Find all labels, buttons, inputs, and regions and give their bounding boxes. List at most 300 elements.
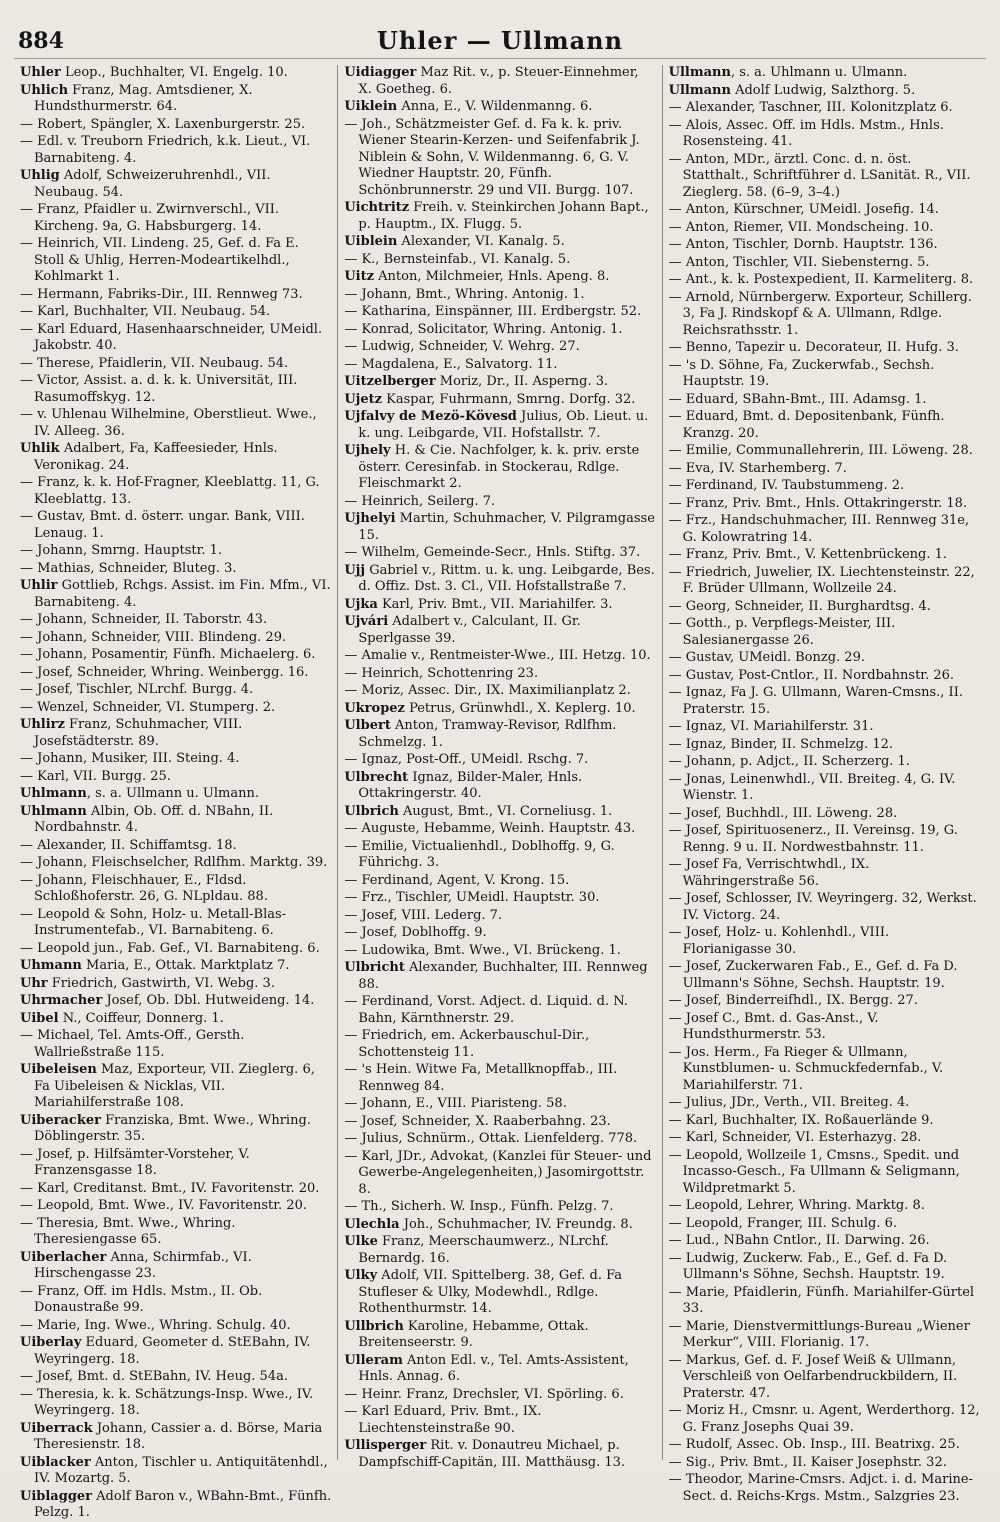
directory-entry (20, 1250, 331, 1283)
entry-details: — Josef, Buchhdl., III. Löweng. 28. (668, 805, 898, 821)
directory-entry (669, 152, 980, 202)
entry-details: Anton, Tischler u. Antiquitätenhdl., IV. Mozartg. 5. (34, 1454, 328, 1486)
entry-details: — Friedrich, em. Ackerbauschul-Dir., Schottensteig 11. (344, 1028, 590, 1060)
entry-details: — Heinrich, Seilerg. 7. (344, 493, 496, 509)
entry-details: — Marie, Dienstvermittlungs-Bureau „Wiener Merkur“, VIII. Florianig. 17. (668, 1318, 970, 1350)
entry-details: — Sig., Priv. Bmt., II. Kaiser Josephstr. 32. (668, 1454, 947, 1470)
directory-entry (20, 1028, 331, 1061)
entry-details: August, Bmt., VI. Corneliusg. 1. (398, 803, 613, 819)
entry-details: — K., Bernsteinfab., VI. Kanalg. 5. (344, 251, 571, 267)
entry-details: — Auguste, Hebamme, Weinh. Hauptstr. 43. (344, 821, 636, 836)
directory-entry (20, 700, 331, 717)
entry-details: — Lud., NBahn Cntlor., II. Darwing. 26. (668, 1233, 930, 1248)
directory-entry (669, 118, 980, 151)
directory-entry (669, 685, 980, 718)
directory-entry (669, 392, 980, 409)
entry-surname: Uhlik (20, 441, 60, 456)
directory-entry (344, 994, 655, 1027)
directory-entry (344, 683, 655, 700)
directory-entry (669, 1148, 980, 1198)
directory-entry (344, 409, 655, 442)
directory-entry (669, 719, 980, 736)
directory-entry (669, 272, 980, 289)
column-middle (337, 65, 661, 1470)
entry-details: — Ignaz, Fa J. G. Ullmann, Waren-Cmsns., II. Praterstr. 15. (668, 685, 963, 717)
entry-details: — Th., Sicherh. W. Insp., Fünfh. Pelzg. 7. (344, 1199, 614, 1214)
directory-entry (669, 1233, 980, 1250)
entry-details: — Alois, Assec. Off. im Hdls. Mstm., Hnls. Rosensteing. 41. (668, 117, 944, 149)
entry-details: — Ignaz, VI. Mariahilferstr. 31. (668, 719, 874, 734)
entry-details: — Karl, Creditanst. Bmt., IV. Favoritenstr. 20. (20, 1180, 320, 1196)
directory-entry (669, 668, 980, 685)
directory-entry (669, 496, 980, 513)
entry-details: — Leopold, Bmt. Wwe., IV. Favoritenstr. 20. (20, 1198, 307, 1213)
directory-entry (20, 117, 331, 134)
entry-details: — Ludwig, Schneider, V. Wehrg. 27. (344, 339, 580, 354)
directory-entry (344, 666, 655, 683)
entry-details: Adolf, Schweizeruhrenhdl., VII. Neubaug. 54. (34, 168, 271, 200)
page-number: 884 (18, 28, 64, 54)
directory-entry (344, 701, 655, 718)
entry-surname: Ujj (344, 562, 366, 578)
directory-entry (669, 1011, 980, 1044)
entry-surname: Uhlir (20, 578, 58, 593)
entry-details: — Leopold jun., Fab. Gef., VI. Barnabiteng. 6. (20, 940, 320, 956)
directory-entry (20, 322, 331, 355)
directory-entry (20, 804, 331, 837)
entry-details: — Karl, Schneider, VI. Esterhazyg. 28. (668, 1130, 922, 1145)
entry-details: — Gustav, Bmt. d. österr. ungar. Bank, VIII. Lenaug. 1. (20, 509, 305, 541)
directory-entry (344, 1353, 655, 1386)
directory-entry (20, 1489, 331, 1522)
entry-details: — Anton, Tischler, Dornb. Hauptstr. 136. (668, 237, 938, 252)
entry-details: Anna, E., V. Wildenmanng. 6. (397, 99, 593, 114)
entry-details: — Karl, JDr., Advokat, (Kanzlei für Steuer- und Gewerbe-Angelegenheiten,) Jasomirgottstr. 8. (344, 1148, 652, 1197)
entry-details: Anton Edl. v., Tel. Amts-Assistent, Hnls. Annag. 6. (358, 1352, 629, 1384)
directory-entry (344, 1234, 655, 1267)
entry-details: — Leopold & Sohn, Holz- u. Metall-Blas-Instrumentefab., VI. Barnabiteng. 6. (20, 906, 287, 938)
entry-surname: Ulke (344, 1234, 378, 1249)
entry-details: — Arnold, Nürnbergerw. Exporteur, Schillerg. 3, Fa J. Rindskopf & A. Ullmann, Rdlge. Reichsrathsstr. 1. (668, 289, 972, 338)
directory-entry (344, 1028, 655, 1061)
directory-entry (20, 993, 331, 1010)
entry-details: — Josef, Holz- u. Kohlenhdl., VIII. Florianigasse 30. (668, 925, 890, 957)
entry-details: Gottlieb, Rchgs. Assist. im Fin. Mfm., VI. Barnabiteng. 4. (34, 578, 331, 610)
entry-surname: Uichtritz (344, 200, 410, 215)
entry-details: — Josef, Schneider, X. Raaberbahng. 23. (344, 1113, 611, 1129)
entry-details: Moriz, Dr., II. Asperng. 3. (435, 374, 609, 389)
page-header (14, 22, 986, 59)
directory-entry (669, 1216, 980, 1233)
directory-entry (20, 838, 331, 855)
directory-entry (669, 255, 980, 272)
entry-details: Kaspar, Fuhrmann, Smrng. Dorfg. 32. (382, 391, 636, 407)
directory-entry (20, 1062, 331, 1112)
entry-details: — Josef, Tischler, NLrchf. Burgg. 4. (20, 682, 254, 697)
entry-details: — Benno, Tapezir u. Decorateur, II. Hufg. 3. (668, 340, 959, 355)
entry-details: — Ferdinand, IV. Taubstummeng. 2. (668, 478, 905, 493)
entry-surname: Uiklein (344, 99, 398, 114)
column-right (662, 65, 986, 1504)
entry-details: Alexander, VI. Kanalg. 5. (397, 234, 565, 249)
directory-entry (669, 857, 980, 890)
directory-entry (344, 597, 655, 614)
entry-details: — Johann, Fleischselcher, Rdlfhm. Marktg. 39. (20, 855, 328, 870)
directory-entry (20, 1181, 331, 1198)
directory-entry (669, 1130, 980, 1147)
directory-entry (20, 1284, 331, 1317)
entry-details: Eduard, Geometer d. StEBahn, IV. Weyringerg. 18. (34, 1335, 311, 1367)
directory-entry (20, 1369, 331, 1386)
directory-entry (20, 751, 331, 768)
directory-entry (20, 1113, 331, 1146)
directory-entry (20, 958, 331, 975)
entry-details: — Emilie, Victualienhdl., Doblhoffg. 9, G. Führichg. 3. (344, 838, 615, 870)
entry-surname: Ulbrich (344, 803, 399, 819)
directory-entry (669, 806, 980, 823)
entry-details: — Jonas, Leinenwhdl., VII. Breiteg. 4, G. IV. Wienstr. 1. (668, 771, 956, 803)
directory-entry (669, 1472, 980, 1505)
directory-entry (20, 665, 331, 682)
entry-details: — Leopold, Franger, III. Schulg. 6. (668, 1215, 898, 1231)
entry-details: — Karl Eduard, Priv. Bmt., IX. Liechtensteinstraße 90. (344, 1404, 542, 1436)
directory-entry (344, 873, 655, 890)
entry-details: — Ferdinand, Agent, V. Krong. 15. (344, 872, 570, 888)
directory-entry (669, 83, 980, 100)
directory-entry (669, 565, 980, 598)
entry-details: — Josef C., Bmt. d. Gas-Anst., V. Hundsthurmerstr. 53. (668, 1010, 879, 1042)
entry-details: — Marie, Ing. Wwe., Whring. Schulg. 40. (20, 1317, 291, 1333)
entry-surname: Uhmann (20, 958, 82, 973)
entry-details: Adolf Baron v., WBahn-Bmt., Fünfh. Pelzg. 1. (34, 1488, 332, 1520)
entry-details: — Ignaz, Post-Off., UMeidl. Rschg. 7. (344, 752, 589, 767)
directory-entry (344, 821, 655, 838)
entry-details: — Anton, Riemer, VII. Mondscheing. 10. (668, 219, 934, 235)
entry-details: — Friedrich, Juwelier, IX. Liechtensteinstr. 22, F. Brüder Ullmann, Wollzeile 24. (668, 564, 975, 596)
entry-surname: Uhlmann (20, 803, 87, 819)
directory-entry (344, 839, 655, 872)
entry-surname: Uitzelberger (344, 374, 436, 389)
directory-entry (20, 976, 331, 993)
directory-entry (344, 908, 655, 925)
entry-details: — Gotth., p. Verpflegs-Meister, III. Salesianergasse 26. (668, 616, 896, 648)
entry-details: — Josef, p. Hilfsämter-Vorsteher, V. Franzensgasse 18. (20, 1146, 250, 1178)
entry-details: — Anton, MDr., ärztl. Conc. d. n. öst. Statthalt., Schriftführer d. LSanität. R., VII. Zieglerg. 58. (6–9, 3–4.) (668, 151, 971, 200)
entry-details: — Julius, Schnürm., Ottak. Lienfelderg. 778. (344, 1131, 638, 1146)
entry-surname: Ujhely (344, 443, 391, 458)
directory-entry (669, 1319, 980, 1352)
entry-details: — Ferdinand, Vorst. Adject. d. Liquid. d. N. Bahn, Kärnthnerstr. 29. (344, 994, 628, 1026)
entry-details: — Heinr. Franz, Drechsler, VI. Spörling. 6. (344, 1386, 624, 1402)
entry-details: — Emilie, Communallehrerin, III. Löweng. 28. (668, 443, 973, 458)
directory-entry (344, 1149, 655, 1199)
entry-details: — Karl Eduard, Hasenhaarschneider, UMeidl. Jakobstr. 40. (20, 321, 323, 353)
directory-entry (20, 907, 331, 940)
directory-entry (344, 65, 655, 98)
entry-details: — Josef, Doblhoffg. 9. (344, 925, 487, 940)
entry-details: — Josef, Bmt. d. StEBahn, IV. Heug. 54a. (20, 1369, 288, 1384)
entry-details: Karoline, Hebamme, Ottak. Breitenseerstr. 9. (358, 1318, 589, 1350)
entry-surname: Uhrmacher (20, 993, 103, 1008)
directory-entry (344, 960, 655, 993)
directory-entry (20, 373, 331, 406)
entry-details: — Frz., Tischler, UMeidl. Hauptstr. 30. (344, 890, 600, 905)
directory-entry (344, 374, 655, 391)
entry-details: Ignaz, Bilder-Maler, Hnls. Ottakringerstr. 40. (358, 769, 583, 801)
entry-surname: Ullmann (668, 65, 731, 80)
entry-details: — Theodor, Marine-Cmsrs. Adjct. i. d. Marine-Sect. d. Reichs-Krgs. Mstm., Salzgries 23. (668, 1472, 973, 1504)
directory-entry (344, 494, 655, 511)
entry-details: — Karl, Buchhalter, IX. Roßauerlände 9. (668, 1112, 934, 1128)
entry-details: , s. a. Uhlmann u. Ulmann. (730, 65, 908, 80)
entry-details: — Johann, Posamentir, Fünfh. Michaelerg. 6. (20, 647, 316, 662)
entry-details: — Franz, Pfaidler u. Zwirnverschl., VII. Kircheng. 9a, G. Habsburgerg. 14. (20, 202, 280, 234)
directory-entry (669, 65, 980, 82)
entry-details: — Wilhelm, Gemeinde-Secr., Hnls. Stiftg. 37. (344, 545, 641, 560)
directory-entry (20, 83, 331, 116)
entry-details: — Josef Fa, Verrischtwhdl., IX. Währingerstraße 56. (668, 857, 870, 889)
entry-details: — Franz, Priv. Bmt., V. Kettenbrückeng. 1. (668, 547, 948, 562)
entry-surname: Uiblein (344, 234, 398, 249)
entry-details: Petrus, Grünwhdl., X. Keplerg. 10. (404, 700, 636, 716)
directory-entry (344, 287, 655, 304)
entry-details: Adalbert v., Calculant, II. Gr. Sperlgasse 39. (358, 614, 581, 646)
entry-surname: Ulbert (344, 718, 391, 733)
directory-entry (20, 475, 331, 508)
directory-entry (669, 1095, 980, 1112)
entry-columns (14, 65, 986, 1520)
directory-entry (669, 443, 980, 460)
directory-entry (669, 202, 980, 219)
directory-entry (669, 993, 980, 1010)
entry-details: — Jos. Herm., Fa Rieger & Ullmann, Kunstblumen- u. Schmuckfedernfab., V. Mariahilferstr. 71. (668, 1044, 944, 1093)
entry-surname: Uhler (20, 65, 61, 80)
entry-details: — Edl. v. Treuborn Friedrich, k.k. Lieut., VI. Barnabiteng. 4. (20, 134, 311, 166)
entry-details: — Leopold, Lehrer, Whring. Marktg. 8. (668, 1198, 925, 1213)
entry-surname: Uitz (344, 269, 374, 284)
entry-details: — Franz, Priv. Bmt., Hnls. Ottakringerstr. 18. (668, 495, 968, 511)
directory-entry (669, 754, 980, 771)
directory-entry (20, 304, 331, 321)
entry-details: — Ludowika, Bmt. Wwe., VI. Brückeng. 1. (344, 942, 621, 958)
entry-details: — Victor, Assist. a. d. k. k. Universität, III. Rasumoffskyg. 12. (20, 373, 298, 405)
entry-surname: Ujetz (344, 391, 383, 407)
directory-entry (344, 1217, 655, 1234)
entry-details: — Alexander, II. Schiffamtsg. 18. (20, 837, 237, 853)
directory-entry (669, 547, 980, 564)
entry-details: Anna, Schirmfab., VI. Hirschengasse 23. (34, 1249, 252, 1281)
directory-entry (669, 616, 980, 649)
entry-surname: Uiberlacher (20, 1249, 107, 1265)
entry-surname: Ullisperger (344, 1438, 427, 1453)
directory-entry (20, 873, 331, 906)
directory-entry (344, 718, 655, 751)
entry-details: — Karl, VII. Burgg. 25. (20, 768, 171, 784)
entry-surname: Ukropez (344, 700, 405, 716)
directory-entry (344, 890, 655, 907)
entry-details: — Johann, Schneider, VIII. Blindeng. 29. (20, 629, 287, 645)
directory-entry (669, 290, 980, 340)
directory-entry (20, 1335, 331, 1368)
entry-surname: Ulky (344, 1268, 378, 1283)
entry-details: — Konrad, Solicitator, Whring. Antonig. 1. (344, 321, 623, 337)
directory-entry (344, 1199, 655, 1216)
directory-entry (344, 614, 655, 647)
directory-entry (20, 134, 331, 167)
directory-entry (669, 1045, 980, 1095)
entry-details: Maria, E., Ottak. Marktplatz 7. (81, 958, 290, 973)
directory-entry (344, 511, 655, 544)
directory-entry (344, 1319, 655, 1352)
entry-details: — Hermann, Fabriks-Dir., III. Rennweg 73. (20, 286, 303, 302)
entry-details: — Karl, Buchhalter, VII. Neubaug. 54. (20, 304, 271, 319)
entry-details: — Josef, VIII. Lederg. 7. (344, 907, 503, 923)
entry-surname: Ujvári (344, 614, 389, 629)
directory-entry (20, 543, 331, 560)
directory-entry (344, 322, 655, 339)
directory-entry (20, 1147, 331, 1180)
entry-details: — Robert, Spängler, X. Laxenburgerstr. 25. (20, 116, 306, 132)
entry-surname: Ulbricht (344, 960, 405, 975)
entry-details: — Eduard, Bmt. d. Depositenbank, Fünfh. Kranzg. 20. (668, 409, 945, 441)
entry-surname: Uhlirz (20, 717, 65, 732)
directory-entry (669, 925, 980, 958)
entry-details: — Johann, E., VIII. Piaristeng. 58. (344, 1096, 567, 1111)
directory-entry (20, 65, 331, 82)
directory-entry (20, 407, 331, 440)
entry-details: — Julius, JDr., Verth., VII. Breiteg. 4. (668, 1095, 910, 1110)
directory-entry (344, 99, 655, 116)
entry-surname: Uiberlay (20, 1335, 82, 1350)
entry-details: Julius, Ob. Lieut. u. k. ung. Leibgarde, VII. Hofstallstr. 7. (358, 409, 649, 441)
entry-surname: Ullbrich (344, 1318, 404, 1334)
directory-entry (669, 1113, 980, 1130)
entry-details: — Therese, Pfaidlerin, VII. Neubaug. 54. (20, 355, 289, 371)
entry-details: — Eduard, SBahn-Bmt., III. Adamsg. 1. (668, 391, 927, 407)
directory-entry (20, 1421, 331, 1454)
directory-entry (20, 1216, 331, 1249)
entry-details: Franz, Meerschaumwerz., NLrchf. Bernardg. 16. (358, 1234, 609, 1266)
entry-details: — Josef, Zuckerwaren Fab., E., Gef. d. Fa D. Ullmann's Söhne, Sechsh. Hauptstr. 19. (668, 959, 958, 991)
directory-entry (344, 443, 655, 493)
entry-surname: Uhlig (20, 168, 60, 183)
directory-entry (669, 772, 980, 805)
entry-details: — Frz., Handschuhmacher, III. Rennweg 31e, G. Kolowratring 14. (668, 513, 970, 545)
entry-details: Gabriel v., Rittm. u. k. ung. Leibgarde, Bes. d. Offiz. Dst. 3. Cl., VII. Hofstallstraße 7. (358, 562, 655, 594)
entry-details: Freih. v. Steinkirchen Johann Bapt., p. Hauptm., IX. Flugg. 5. (358, 200, 649, 232)
entry-details: Adolf, VII. Spittelberg. 38, Gef. d. Fa Stufleser & Ulky, Modewhdl., Rdlge. Rothenthurmstr. 14. (358, 1268, 623, 1316)
entry-details: Franziska, Bmt. Wwe., Whring. Döblingerstr. 35. (34, 1112, 311, 1144)
directory-entry (344, 648, 655, 665)
directory-entry (20, 1387, 331, 1420)
entry-details: — Gustav, UMeidl. Bonzg. 29. (668, 650, 865, 665)
entry-surname: Uhlmann (20, 786, 87, 801)
entry-details: Albin, Ob. Off. d. NBahn, II. Nordbahnstr. 4. (34, 803, 274, 835)
entry-details: — Mathias, Schneider, Bluteg. 3. (20, 560, 237, 576)
directory-entry (344, 339, 655, 356)
directory-entry (669, 1251, 980, 1284)
directory-entry (344, 545, 655, 562)
entry-details: Maz, Exporteur, VII. Zieglerg. 6, Fa Uibeleisen & Nicklas, VII. Mariahilferstraße 108. (34, 1062, 315, 1110)
entry-details: , s. a. Ullmann u. Ulmann. (86, 786, 259, 801)
entry-details: — Rudolf, Assec. Ob. Insp., III. Beatrixg. 25. (668, 1437, 960, 1452)
entry-details: — Heinrich, VII. Lindeng. 25, Gef. d. Fa E. Stoll & Uhlig, Herren-Modeartikelhdl., Kohlmarkt 1. (20, 236, 299, 284)
directory-entry (344, 392, 655, 409)
entry-details: — Georg, Schneider, II. Burghardtsg. 4. (668, 598, 931, 614)
directory-entry (20, 682, 331, 699)
entry-surname: Uiblacker (20, 1454, 91, 1470)
entry-details: — Alexander, Taschner, III. Kolonitzplatz 6. (668, 100, 953, 115)
entry-details: — Franz, Off. im Hdls. Mstm., II. Ob. Donaustraße 99. (20, 1283, 263, 1315)
entry-details: Josef, Ob. Dbl. Hutweideng. 14. (102, 993, 315, 1008)
directory-entry (344, 1114, 655, 1131)
entry-details: — Ignaz, Binder, II. Schmelzg. 12. (668, 736, 894, 752)
directory-entry (669, 1198, 980, 1215)
directory-entry (20, 941, 331, 958)
directory-entry (344, 234, 655, 251)
directory-entry (669, 220, 980, 237)
entry-details: — Marie, Pfaidlerin, Fünfh. Mariahilfer-Gürtel 33. (668, 1284, 975, 1316)
directory-entry (669, 1455, 980, 1472)
entry-surname: Ulbrecht (344, 769, 409, 785)
entry-details: Alexander, Buchhalter, III. Rennweg 88. (358, 960, 648, 992)
entry-details: Adolf Ludwig, Salzthorg. 5. (730, 82, 916, 98)
entry-details: — Josef, Spirituosenerz., II. Vereinsg. 19, G. Renng. 9 u. II. Nordwestbahnstr. 11. (668, 823, 958, 855)
entry-details: Maz Rit. v., p. Steuer-Einnehmer, X. Goetheg. 6. (358, 65, 639, 97)
directory-entry (344, 943, 655, 960)
entry-surname: Ujka (344, 596, 378, 612)
directory-entry (20, 236, 331, 286)
directory-entry (20, 287, 331, 304)
directory-entry (344, 1404, 655, 1437)
entry-details: — Johann, Schneider, II. Taborstr. 43. (20, 612, 268, 627)
entry-details: — Moriz H., Cmsnr. u. Agent, Werderthorg. 12, G. Franz Josephs Quai 39. (668, 1403, 980, 1435)
entry-details: Leop., Buchhalter, VI. Engelg. 10. (60, 65, 288, 80)
directory-entry (20, 202, 331, 235)
entry-details: — Johann, Smrng. Hauptstr. 1. (20, 543, 223, 558)
directory-entry (344, 770, 655, 803)
entry-surname: Ujfalvy de Mezö-Kövesd (344, 409, 517, 424)
entry-details: — v. Uhlenau Wilhelmine, Oberstlieut. Wwe., IV. Alleeg. 36. (20, 407, 317, 439)
entry-surname: Ullmann (668, 82, 731, 98)
entry-details: H. & Cie. Nachfolger, k. k. priv. erste österr. Ceresinfab. in Stockerau, Rdlge. Fleischmarkt 2. (358, 443, 640, 491)
directory-entry (669, 1353, 980, 1403)
directory-entry (669, 409, 980, 442)
entry-details: — Wenzel, Schneider, VI. Stumperg. 2. (20, 699, 276, 715)
directory-entry (669, 959, 980, 992)
entry-details: — Eva, IV. Starhemberg. 7. (668, 460, 847, 476)
entry-surname: Uhlich (20, 82, 69, 98)
entry-details: — Magdalena, E., Salvatorg. 11. (344, 356, 558, 372)
entry-surname: Uidiagger (344, 65, 417, 80)
directory-entry (20, 1455, 331, 1488)
entry-details: — Johann, p. Adjct., II. Scherzerg. 1. (668, 754, 910, 769)
entry-details: — Johann, Fleischhauer, E., Fldsd. Schloßhoferstr. 26, G. NLpldau. 88. (20, 872, 268, 904)
entry-details: — Josef, Binderreifhdl., IX. Bergg. 27. (668, 993, 918, 1008)
directory-entry (20, 855, 331, 872)
entry-details: — Gustav, Post-Cntlor., II. Nordbahnstr. 26. (668, 667, 955, 683)
entry-surname: Uhr (20, 975, 48, 991)
directory-entry (20, 168, 331, 201)
directory-entry (344, 804, 655, 821)
entry-details: Joh., Schuhmacher, IV. Freundg. 8. (399, 1216, 633, 1232)
entry-surname: Ujhelyi (344, 511, 396, 526)
directory-entry (344, 1387, 655, 1404)
directory-entry (344, 1062, 655, 1095)
directory-entry (20, 647, 331, 664)
directory-entry (344, 752, 655, 769)
entry-surname: Uibel (20, 1010, 59, 1026)
